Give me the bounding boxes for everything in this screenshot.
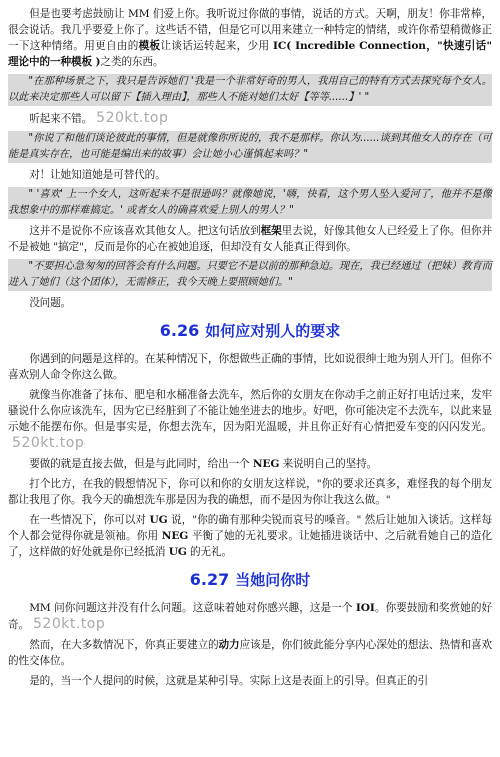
paragraph: 打个比方，在我的假想情况下，你可以和你的女朋友这样说，"你的要求还真多，难怪我的每个朋友都让我甩了你。我今天的确想洗车那是因为我的确想，而不是因为你让我这么做。" xyxy=(8,478,492,506)
paragraph: 没问题。 xyxy=(29,297,72,309)
section-number: 6.27 xyxy=(189,570,230,589)
paragraph: 你遇到的问题是这样的。在某种情况下，你想做些正确的事情，比如说很绅士地为别人开门。但你不喜欢别人命令你这么做。 xyxy=(8,353,492,381)
section-heading xyxy=(8,568,492,592)
quote-block: "在那种场景之下，我只是告诉她们 '我是一个非常好奇的男人，我用自己的特有方式去探究每个女人。以此来决定那些人可以留下【插入理由】，那些人不能对她们太好【等等......】' " xyxy=(8,74,492,106)
watermark: 520kt.top xyxy=(33,616,106,632)
section-heading xyxy=(8,319,492,343)
quote-block: "你说了和他们谈论彼此的事情，但是就像你所说的，我不是那样。你认为......谈到其他女人的存在（可能是真实存在，也可能是编出来的故事）会让她小心谨慎起来吗？" xyxy=(8,131,492,163)
section-title: 当她问你时 xyxy=(235,571,311,589)
section-title: 如何应对别人的要求 xyxy=(205,322,341,340)
watermark: 520kt.top xyxy=(96,110,169,126)
paragraph: 在一些情况下，你可以对 UG 说，"你的确有那种尖锐而哀号的嗓音。" 然后让她加入谈话。这样每个人都会觉得你就是领袖。你用 NEG 平衡了她的无礼要求。让她插进谈话中、之后就看她自己的造化了，这样做的好处就是你已经抵消 UG 的无礼。 xyxy=(8,514,492,558)
paragraph: 要做的就是直接去做，但是与此同时，给出一个 NEG 来说明自己的坚持。 xyxy=(29,458,378,470)
paragraph: 这并不是说你不应该喜欢其他女人。把这句话放到框架里去说，好像其他女人已经爱上了你。但你并不是被她 "搞定"，反而是你的心在被她追逐，但却没有女人能真正得到你。 xyxy=(8,225,492,253)
paragraph: MM 问你问题这并没有什么问题。这意味着她对你感兴趣，这是一个 IOI。你要鼓励和奖赏她的好奇。 520kt.top xyxy=(8,602,492,632)
paragraph: 就像当你准备了抹布、肥皂和水桶准备去洗车，然后你的女朋友在你动手之前正好打电话过来，发牢骚说什么你应该洗车，因为它已经脏到了不能让她坐进去的地步。好吧，你可能决定不去洗车，以此来显示她不能摆布你。但是事实是，你想去洗车，因为阳光温暖，并且你正好有心情把爱车变的闪闪发光。520kt.top xyxy=(8,389,492,451)
paragraph: 是的，当一个人提问的时候，这就是某种引导。实际上这是表面上的引导。但真正的引 xyxy=(29,675,428,687)
quote-block: "不要担心急匆匆的回答会有什么问题。只要它不是以前的那种急迫。现在，我已经通过（把妹）教育而进入了她们（这个团体），无需修正，我今天晚上要照顾她们。" xyxy=(8,259,492,291)
section-number: 6.26 xyxy=(159,321,200,340)
paragraph: 但是也要考虑鼓励让 MM 们爱上你。我听说过你做的事情，说话的方式。天啊，朋友！你非常棒，很会说话。我几乎要爱上你了。这些话不错，但是它可以用来建立一种特定的情绪，或许你希望稍微修正一下这种情绪。用更自由的模板让谈话运转起来，少用 IC( Incredible Connection，"快速引话" 理论中的一种模板 )之类的东西。 xyxy=(8,8,492,68)
paragraph: 然而，在大多数情况下，你真正要建立的动力应该是，你们彼此能分享内心深处的想法、热情和喜欢的性交体位。 xyxy=(8,639,492,667)
quote-block: " '喜欢' 上一个女人，这听起来不是很逊吗？就像她说，'嗨，快看，这个男人坠入爱河了，他并不是像我想象中的那样难搞定。' 或者女人的确喜欢爱上别人的男人？" xyxy=(8,187,492,219)
paragraph: 对！让她知道她是可替代的。 xyxy=(29,169,166,181)
watermark: 520kt.top xyxy=(12,435,85,451)
paragraph: 听起来不错。 520kt.top xyxy=(29,110,169,126)
